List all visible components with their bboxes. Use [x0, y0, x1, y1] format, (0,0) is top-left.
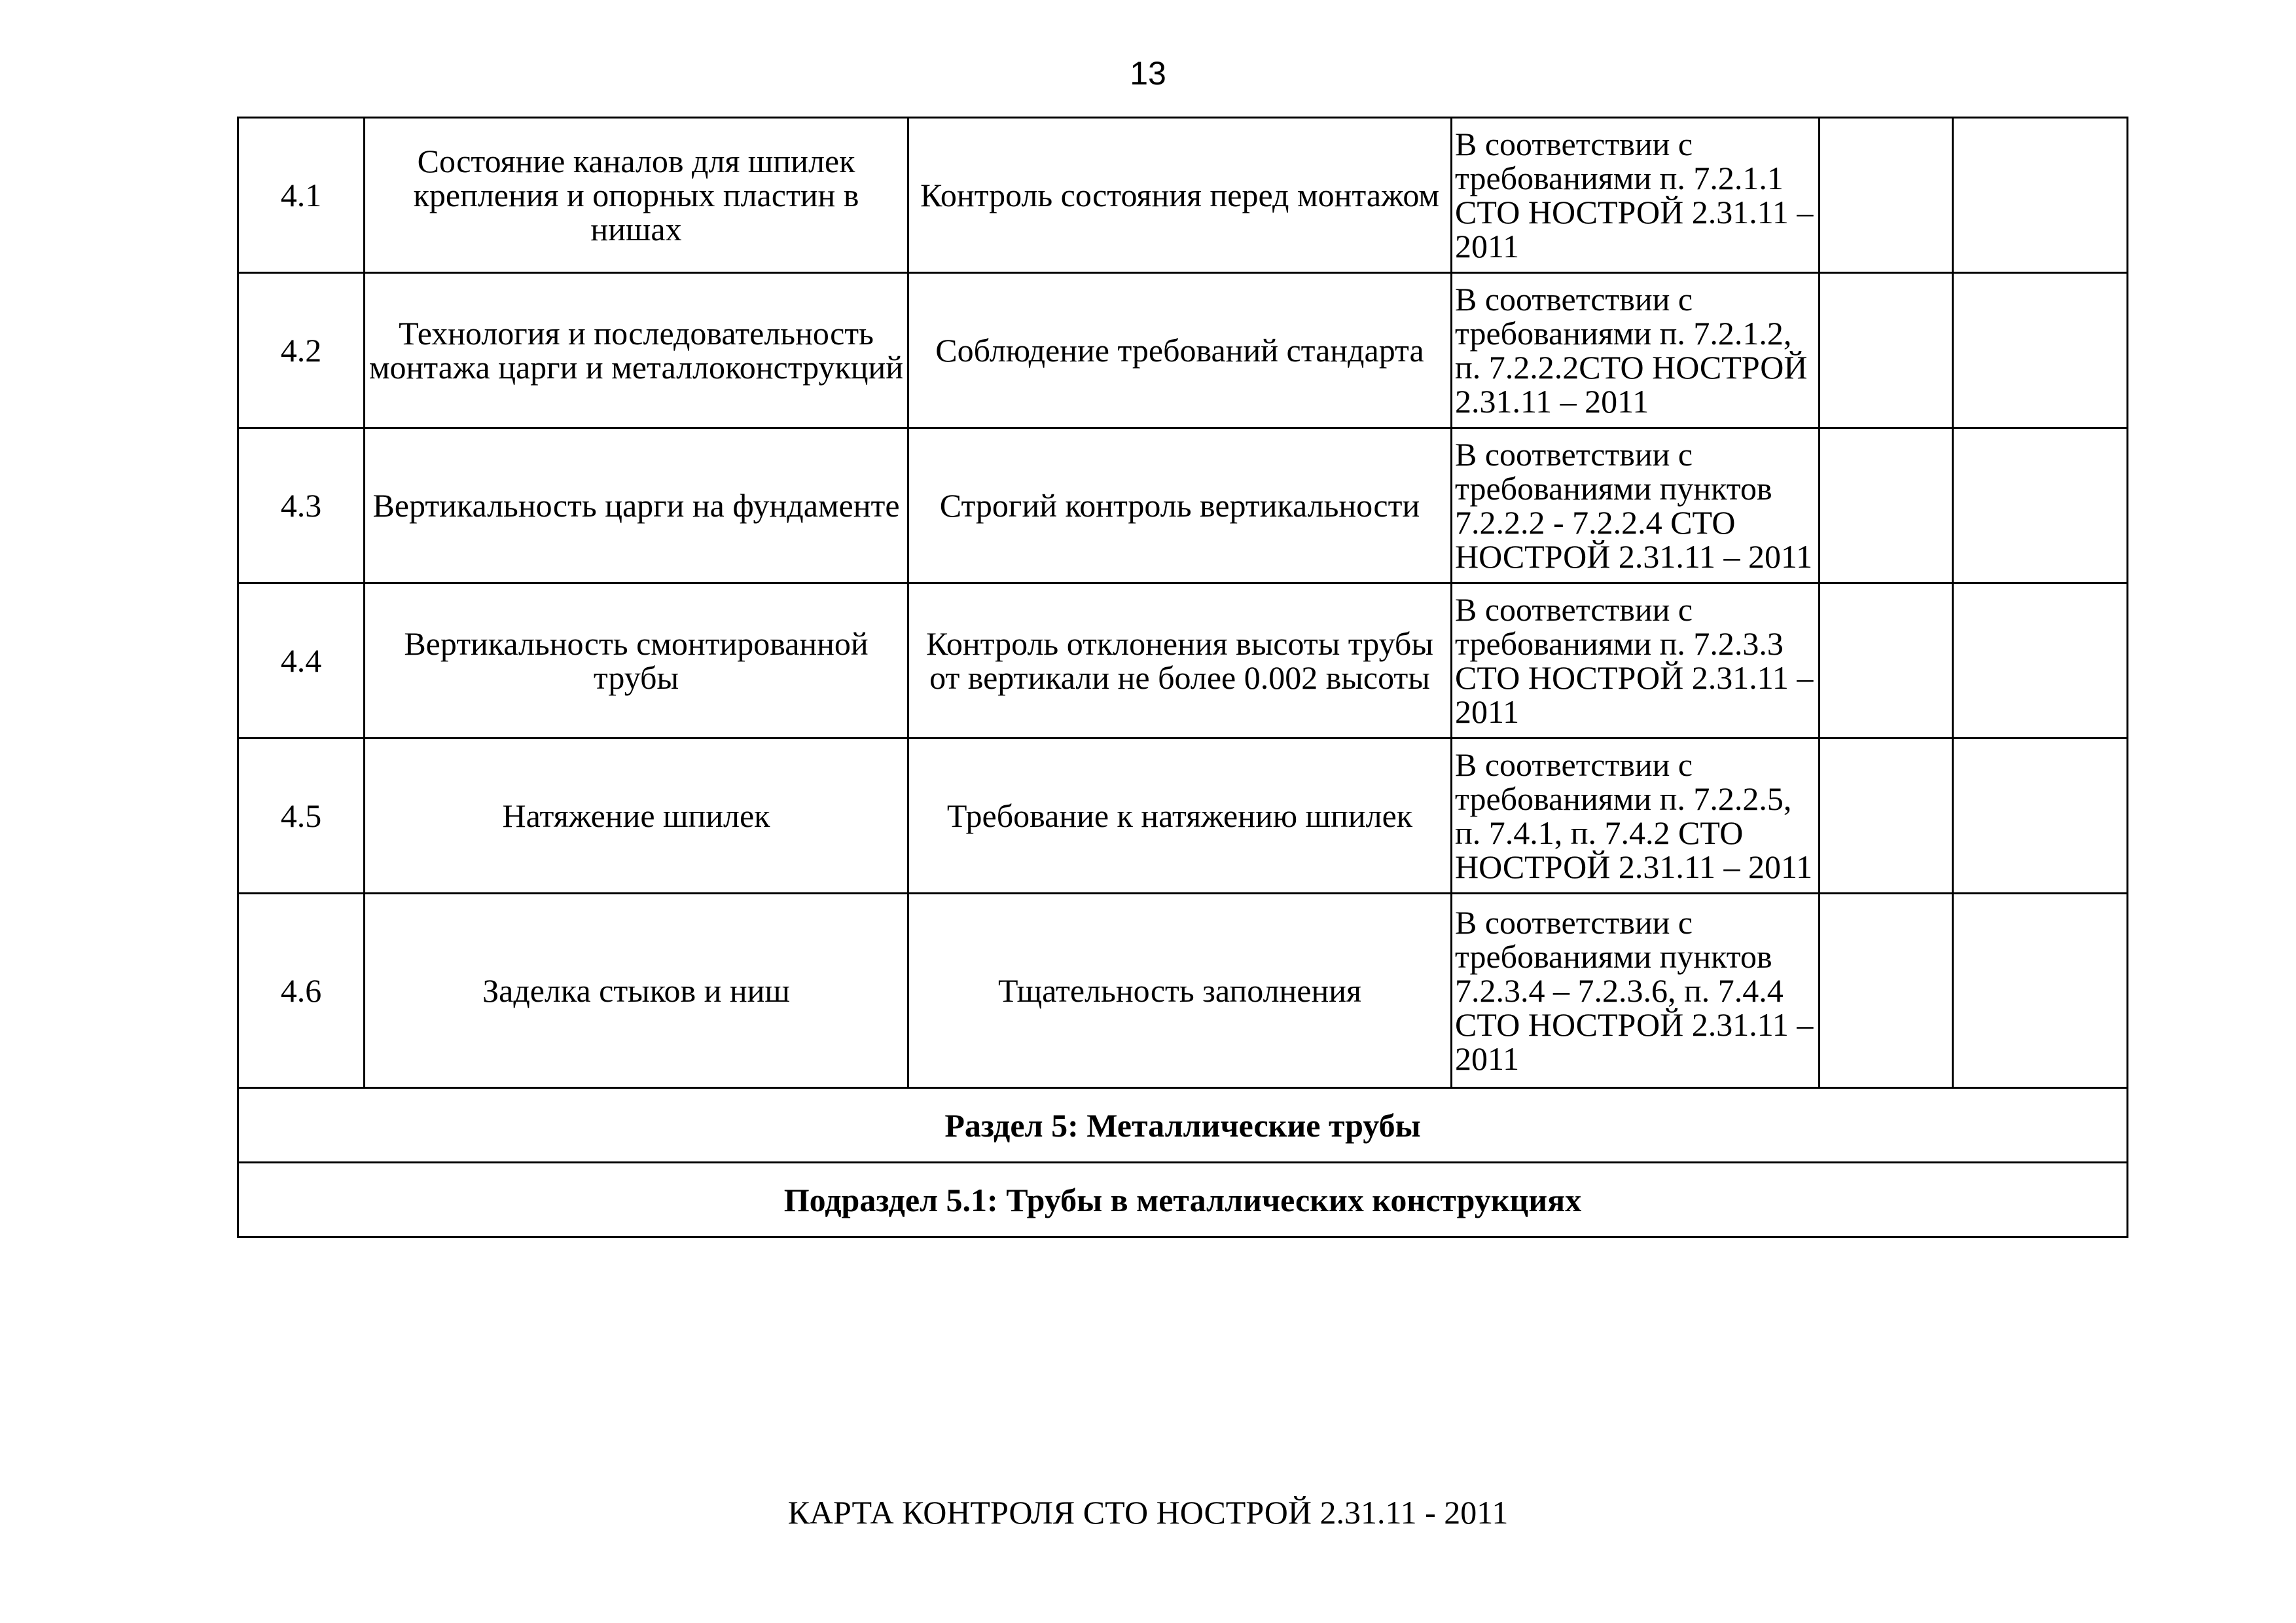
control-method: Контроль отклонения высоты трубы от вертикали не более 0.002 высоты [908, 583, 1452, 739]
row-number: 4.2 [238, 273, 365, 428]
row-number: 4.3 [238, 428, 365, 583]
control-object: Вертикальность смонтированной трубы [365, 583, 908, 739]
control-method: Требование к натяжению шпилек [908, 739, 1452, 894]
empty-cell [1820, 583, 1953, 739]
requirement: В соответствии с требованиями п. 7.2.1.2, п. 7.2.2.2СТО НОСТРОЙ 2.31.11 – 2011 [1452, 273, 1820, 428]
empty-cell [1953, 428, 2128, 583]
row-number: 4.1 [238, 118, 365, 273]
control-table [237, 117, 2128, 1238]
row-number: 4.6 [238, 894, 365, 1088]
page-number: 13 [1130, 55, 1166, 92]
requirement: В соответствии с требованиями п. 7.2.3.3 СТО НОСТРОЙ 2.31.11 – 2011 [1452, 583, 1820, 739]
table-row [238, 583, 2128, 739]
requirement: В соответствии с требованиями пунктов 7.2.2.2 - 7.2.2.4 СТО НОСТРОЙ 2.31.11 – 2011 [1452, 428, 1820, 583]
page-footer: КАРТА КОНТРОЛЯ СТО НОСТРОЙ 2.31.11 - 2011 [787, 1494, 1509, 1531]
empty-cell [1820, 894, 1953, 1088]
control-object: Натяжение шпилек [365, 739, 908, 894]
empty-cell [1820, 273, 1953, 428]
empty-cell [1953, 273, 2128, 428]
control-method: Соблюдение требований стандарта [908, 273, 1452, 428]
control-object: Вертикальность царги на фундаменте [365, 428, 908, 583]
empty-cell [1820, 118, 1953, 273]
subsection-title: Подраздел 5.1: Трубы в металлических конструкциях [238, 1163, 2128, 1237]
empty-cell [1953, 739, 2128, 894]
table-row [238, 894, 2128, 1088]
subsection-row [238, 1163, 2128, 1237]
table-row [238, 273, 2128, 428]
section-row [238, 1088, 2128, 1163]
empty-cell [1953, 118, 2128, 273]
table-row [238, 118, 2128, 273]
row-number: 4.4 [238, 583, 365, 739]
requirement: В соответствии с требованиями пунктов 7.2.3.4 – 7.2.3.6, п. 7.4.4 СТО НОСТРОЙ 2.31.11 – 2011 [1452, 894, 1820, 1088]
requirement: В соответствии с требованиями п. 7.2.1.1 СТО НОСТРОЙ 2.31.11 – 2011 [1452, 118, 1820, 273]
section-title: Раздел 5: Металлические трубы [238, 1088, 2128, 1163]
empty-cell [1820, 739, 1953, 894]
row-number: 4.5 [238, 739, 365, 894]
control-object: Заделка стыков и ниш [365, 894, 908, 1088]
control-method: Тщательность заполнения [908, 894, 1452, 1088]
control-method: Контроль состояния перед монтажом [908, 118, 1452, 273]
empty-cell [1953, 583, 2128, 739]
control-method: Строгий контроль вертикальности [908, 428, 1452, 583]
empty-cell [1953, 894, 2128, 1088]
requirement: В соответствии с требованиями п. 7.2.2.5, п. 7.4.1, п. 7.4.2 СТО НОСТРОЙ 2.31.11 – 2011 [1452, 739, 1820, 894]
control-object: Состояние каналов для шпилек крепления и опорных пластин в нишах [365, 118, 908, 273]
empty-cell [1820, 428, 1953, 583]
control-object: Технология и последовательность монтажа царги и металлоконструкций [365, 273, 908, 428]
table-row [238, 428, 2128, 583]
table-row [238, 739, 2128, 894]
